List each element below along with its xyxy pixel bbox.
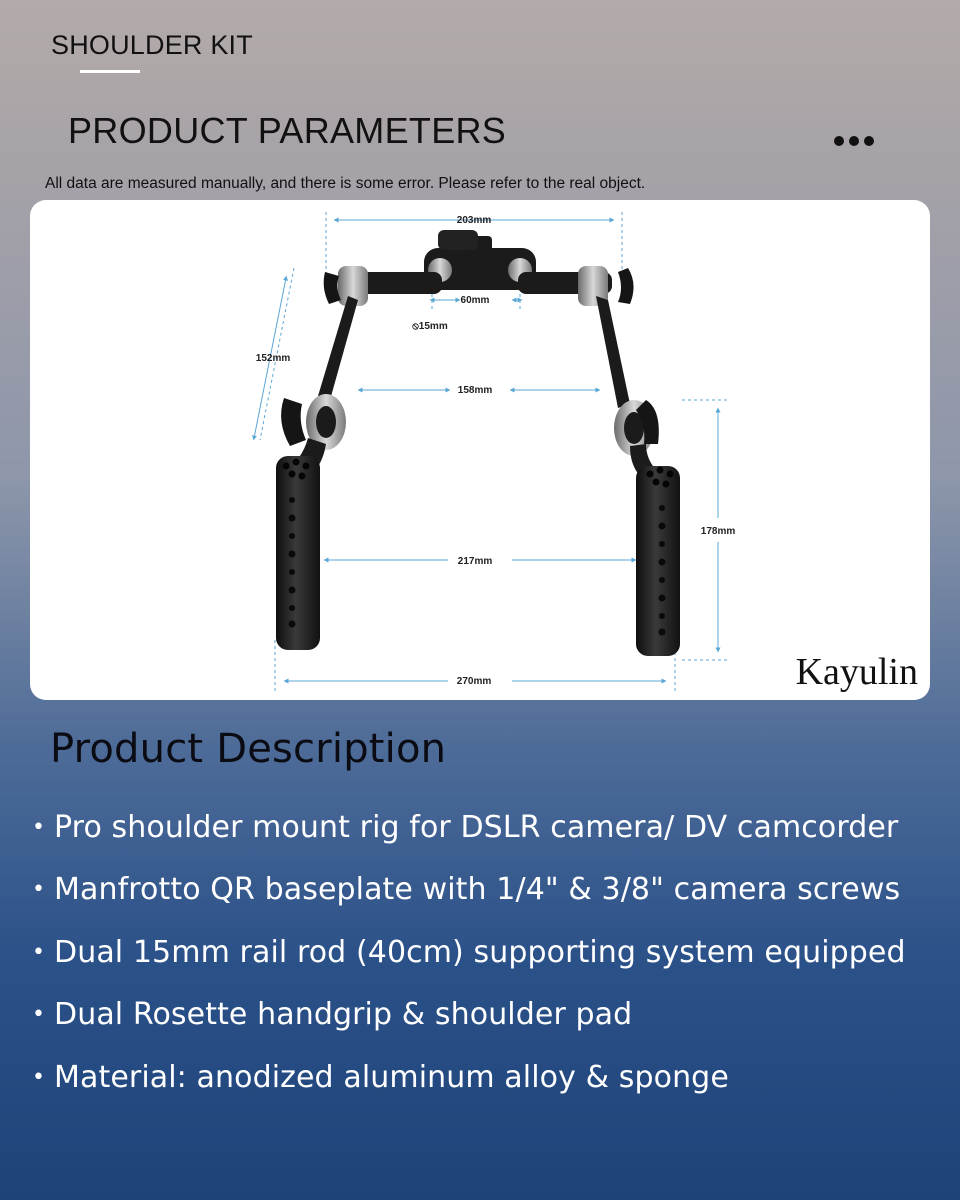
dim-rod-spacing: 60mm: [460, 295, 490, 306]
bullet: •: [32, 1064, 46, 1090]
feature-text: Dual Rosette handgrip & shoulder pad: [54, 997, 633, 1033]
feature-text: Dual 15mm rail rod (40cm) supporting system equipped: [54, 934, 906, 970]
rig-illustration: [276, 230, 680, 656]
feature-text: Material: anodized aluminum alloy & sponge: [54, 1059, 729, 1095]
bullet: •: [32, 814, 46, 840]
list-item: [32, 984, 906, 1047]
list-item: [32, 859, 906, 922]
bullet: •: [32, 877, 46, 903]
shoulder-kit-title: SHOULDER KIT: [51, 30, 253, 60]
more-dots-icon: [834, 136, 874, 146]
bullet: •: [32, 1002, 46, 1028]
shoulder-rig-diagram: [30, 200, 930, 700]
dim-handle-spacing: 217mm: [457, 556, 493, 567]
feature-text: Manfrotto QR baseplate with 1/4" & 3/8" camera screws: [54, 872, 901, 908]
title-underline: [80, 70, 140, 73]
parameters-note: All data are measured manually, and there is some error. Please refer to the real object.: [45, 175, 646, 192]
feature-list: [32, 796, 906, 1109]
dim-rod-diameter: ⦸15mm: [412, 321, 448, 332]
list-item: [32, 921, 906, 984]
dim-handle-height: 178mm: [700, 526, 736, 537]
feature-text: Pro shoulder mount rig for DSLR camera/ DV camcorder: [54, 809, 899, 845]
dim-inner-width: 158mm: [457, 385, 493, 396]
brand-logo: Kayulin: [795, 651, 918, 693]
list-item: [32, 1046, 906, 1109]
dim-arm-height: 152mm: [255, 353, 291, 364]
product-description-title: Product Description: [50, 726, 447, 772]
product-diagram-panel: [30, 200, 930, 700]
product-parameters-title: PRODUCT PARAMETERS: [68, 110, 507, 151]
list-item: [32, 796, 906, 859]
bullet: •: [32, 939, 46, 965]
dim-overall-width: 270mm: [456, 676, 492, 687]
dim-top-width: 203mm: [456, 215, 492, 226]
